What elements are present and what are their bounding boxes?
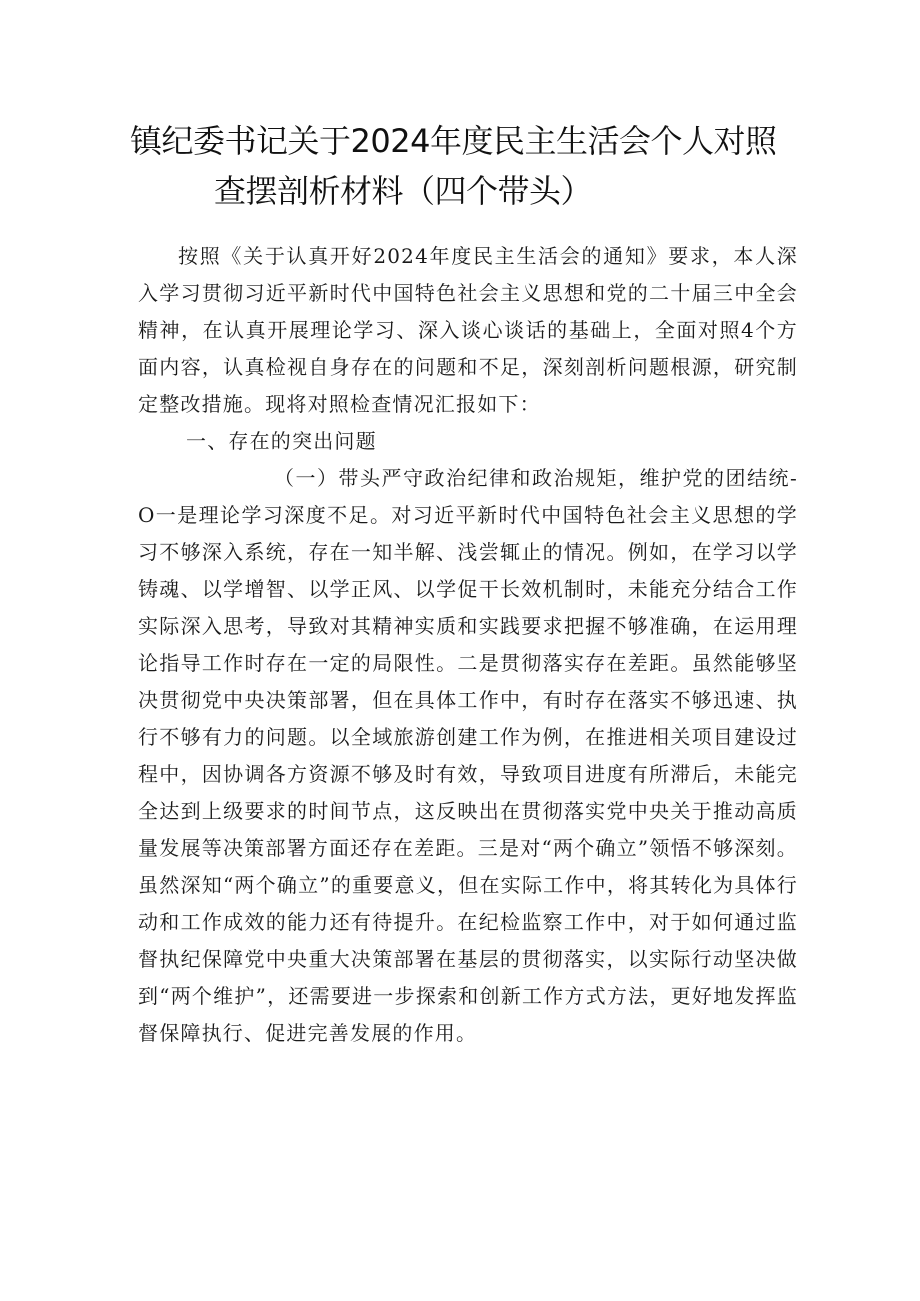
subsection-paragraph-1: （一）带头严守政治纪律和政治规矩，维护党的团结统-O一是理论学习深度不足。对习近平新时代中国特色社会主义思想的学习不够深入系统，存在一知半解、浅尝辄止的情况。例如，在学习以学铸魂、以学增智、以学正风、以学促干长效机制时，未能充分结合工作实际深入思考，导致对其精神实质和实践要求把握不够准确，在运用理论指导工作时存在一定的局限性。二是贯彻落实存在差距。虽然能够坚决贯彻党中央决策部署，但在具体工作中，有时存在落实不够迅速、执行不够有力的问题。以全域旅游创建工作为例，在推进相关项目建设过程中，因协调各方资源不够及时有效，导致项目进度有所滞后，未能完全达到上级要求的时间节点，这反映出在贯彻落实党中央关于推动高质量发展等决策部署方面还存在差距。三是对“两个确立”领悟不够深刻。虽然深知“两个确立”的重要意义，但在实际工作中，将其转化为具体行动和工作成效的能力还有待提升。在纪检监察工作中，对于如何通过监督执纪保障党中央重大决策部署在基层的贯彻落实，以实际行动坚决做到“两个维护”，还需要进一步探索和创新工作方式方法，更好地发挥监督保障执行、促进完善发展的作用。 <box>138 466 798 1045</box>
section-heading-1: 一、存在的突出问题 <box>186 429 377 453</box>
document-title-line-1: 镇纪委书记关于2024年度民主生活会个人对照 <box>130 122 777 160</box>
document-title <box>130 116 810 216</box>
intro-paragraph: 按照《关于认真开好2024年度民主生活会的通知》要求，本人深入学习贯彻习近平新时代中国特色社会主义思想和党的二十届三中全会精神，在认真开展理论学习、深入谈心谈话的基础上，全面对照4个方面内容，认真检视自身存在的问题和不足，深刻剖析问题根源，研究制定整改措施。现将对照检查情况汇报如下： <box>138 244 798 416</box>
document-title-line-2: 查摆剖析材料（四个带头） <box>214 172 593 210</box>
document-body <box>138 238 798 1052</box>
